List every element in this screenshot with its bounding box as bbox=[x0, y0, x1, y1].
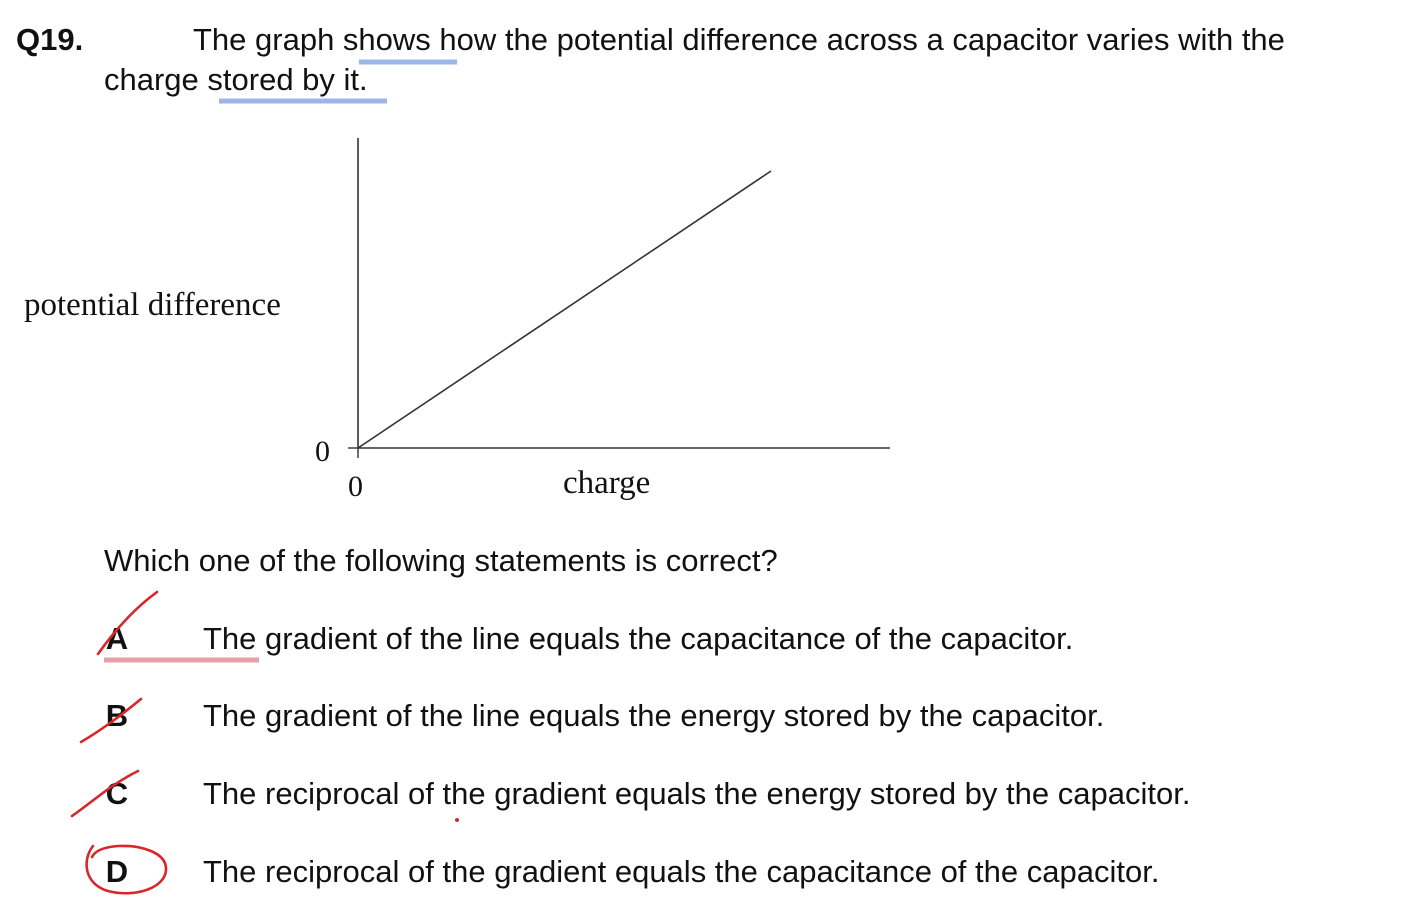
series-line bbox=[358, 171, 771, 448]
option-text-d: The reciprocal of the gradient equals the capacitance of the capacitor. bbox=[203, 854, 1160, 889]
x-axis-label: charge bbox=[563, 465, 651, 501]
y-tick-label-0: 0 bbox=[315, 435, 330, 468]
y-axis-label: potential difference bbox=[24, 287, 281, 323]
option-letter-a: A bbox=[105, 621, 129, 656]
option-text-b: The gradient of the line equals the energy stored by the capacitor. bbox=[203, 698, 1105, 733]
question-prompt: Which one of the following statements is correct? bbox=[104, 543, 778, 578]
x-tick-label-0: 0 bbox=[348, 470, 363, 503]
option-letter-b: B bbox=[105, 698, 129, 733]
option-letter-c: C bbox=[105, 776, 129, 811]
question-stem-line-2: charge stored by it. bbox=[104, 62, 368, 97]
option-letter-d: D bbox=[105, 854, 129, 889]
option-text-c: The reciprocal of the gradient equals the energy stored by the capacitor. bbox=[203, 776, 1191, 811]
question-stem-line-1: The graph shows how the potential difference across a capacitor varies with the bbox=[193, 22, 1285, 57]
option-text-a: The gradient of the line equals the capacitance of the capacitor. bbox=[203, 621, 1074, 656]
question-number: Q19. bbox=[16, 22, 84, 57]
